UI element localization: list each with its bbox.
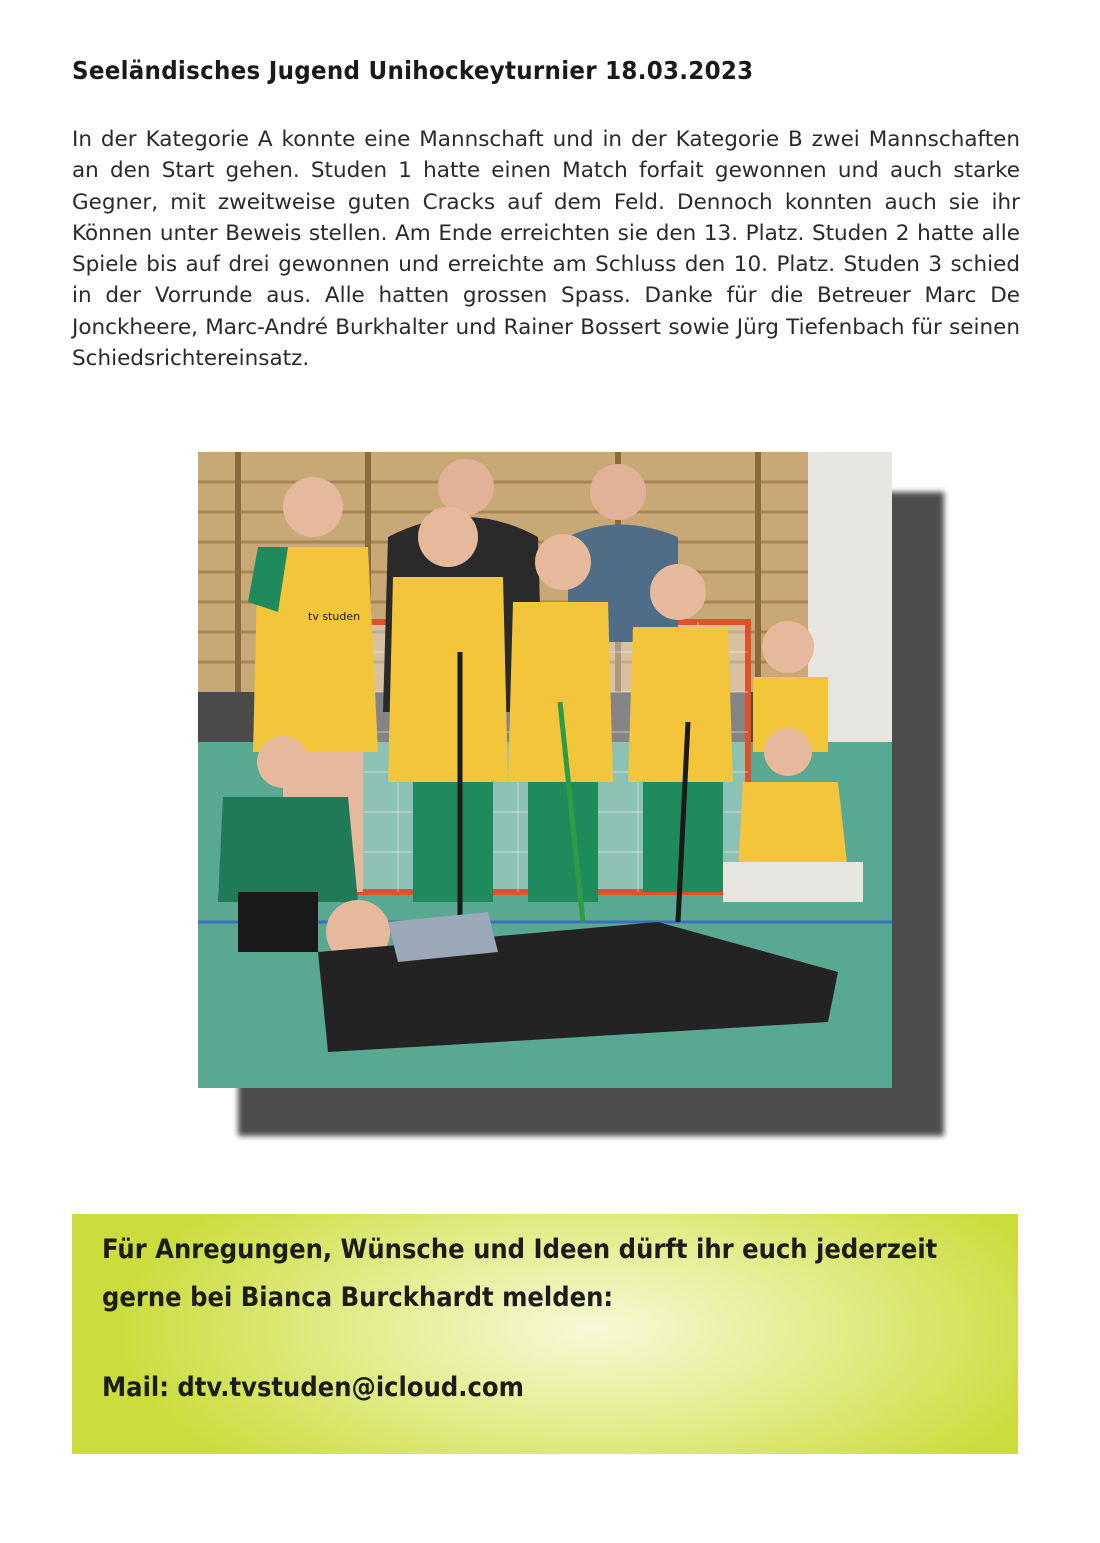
article-body: In der Kategorie A konnte eine Mannschaft und in der Kategorie B zwei Mannschaften an den Start gehen. Studen 1 hatte einen Match forfait gewonnen und auch starke Gegner, mit zweitweise guten Cracks auf dem Feld. Dennoch konnten auch sie ihr Können unter Beweis stellen. Am Ende erreichten sie den 13. Platz. Studen 2 hatte alle Spiele bis auf drei gewonnen und erreichte am Schluss den 10. Platz. Studen 3 schied in der Vorrunde aus. Alle hatten grossen Spass. Danke für die Betreuer Marc De Jonckheere, Marc-André Burkhalter und Rainer Bossert sowie Jürg Tiefenbach für seinen Schiedsrichtereinsatz. [72,127,1020,372]
contact-mail[interactable]: Mail: dtv.tvstuden@icloud.com [102,1372,524,1403]
article-title: Seeländisches Jugend Unihockeyturnier 18.03.2023 [72,56,754,85]
jersey-label: tv studen [308,610,361,623]
contact-line-1: Für Anregungen, Wünsche und Ideen dürft ihr euch jederzeit [102,1234,938,1265]
contact-line-2: gerne bei Bianca Burckhardt melden: [102,1282,614,1313]
team-photo [198,452,892,1088]
contact-box [72,1214,1018,1454]
team-photo-illustration [198,452,892,1088]
